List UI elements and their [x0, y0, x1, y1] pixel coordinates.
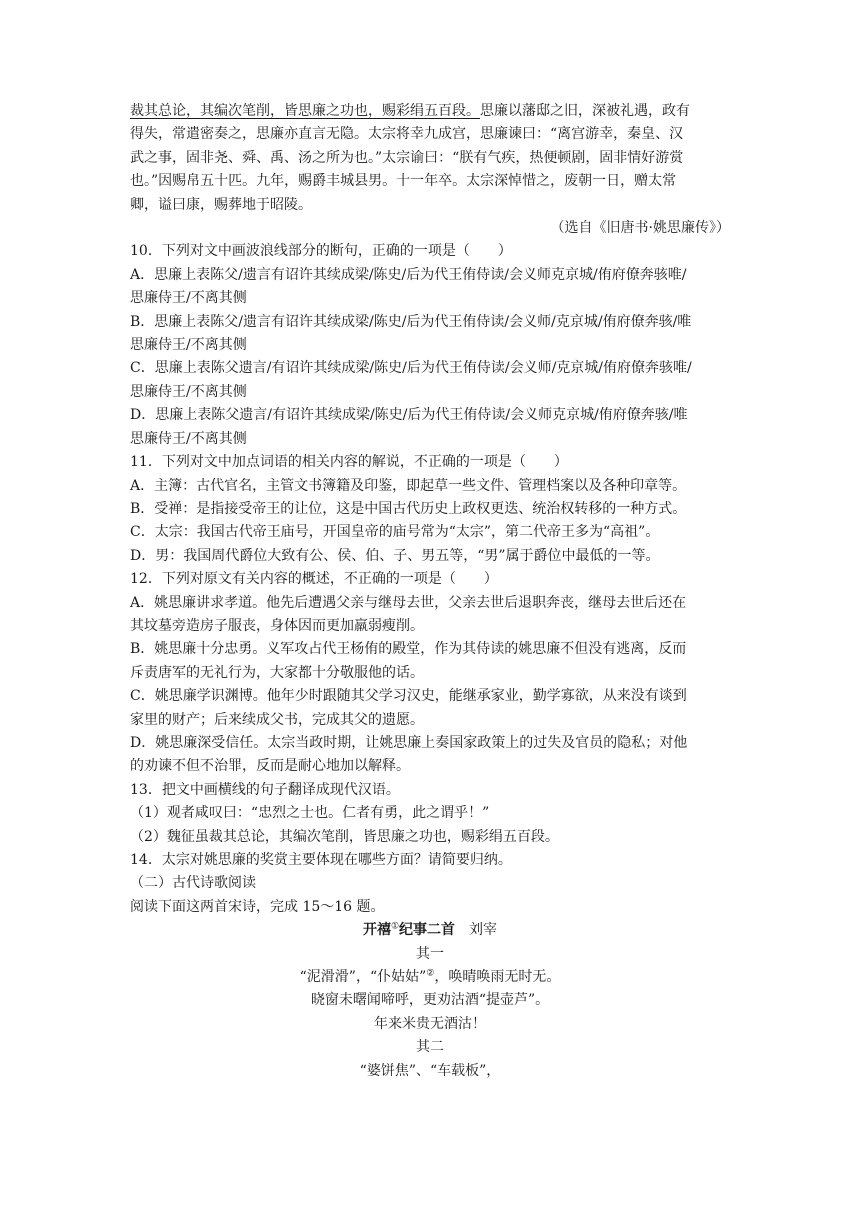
q11-option-c: C．太宗：我国古代帝王庙号，开国皇帝的庙号常为“太宗”，第二代帝王多为“高祖”。 [130, 524, 660, 541]
poem-1-line-2: 晓窗未曙闻啼呼，更劝沽酒“提壶芦”。 [310, 992, 550, 1009]
poem-author: 刘宰 [469, 922, 498, 939]
q10-option-b-cont: 思廉侍王/不离其侧 [130, 337, 247, 354]
q12-option-d: D．姚思廉深受信任。太宗当政时期，让姚思廉上奏国家政策上的过失及官员的隐私；对他 [130, 734, 688, 751]
q10-option-c-cont: 思廉侍王/不离其侧 [130, 383, 247, 400]
q12-option-d-cont: 的劝谏不但不治罪，反而是耐心地加以解释。 [130, 758, 410, 775]
document-page [130, 100, 730, 1083]
underlined-sentence: 裁其总论，其编次笔削，皆思廉之功也，赐彩绢五百段。 [130, 103, 480, 119]
q12-option-a-cont: 其坟墓旁造房子服丧，身体因而更加羸弱瘦削。 [130, 617, 424, 634]
section-heading: （二）古代诗歌阅读 [130, 875, 256, 892]
passage-line-5: 卿，谥曰康，赐葬地于昭陵。 [130, 196, 312, 213]
q12-option-b-cont: 斥责唐军的无礼行为，大家都十分敬服他的话。 [130, 664, 424, 681]
q11-option-a: A．主簿：古代官名，主管文书簿籍及印鉴，即起草一些文件、管理档案以及各种印章等。 [130, 477, 687, 494]
passage-source: （选自《旧唐书·姚思廉传》） [550, 220, 730, 237]
q10-option-a-cont: 思廉侍王/不离其侧 [130, 290, 247, 307]
passage-line-4: 也。”因赐帛五十匹。九年，赐爵丰城县男。十一年卒。太宗深悼惜之，废朝一日，赠太常 [130, 173, 677, 190]
passage-line-3: 武之事，固非尧、舜、禹、汤之所为也。”太宗谕曰：“朕有气疾，热便顿剧，固非情好游赏 [130, 149, 684, 166]
q12-option-b: B．姚思廉十分忠勇。义军攻占代王杨侑的殿堂，作为其侍读的姚思廉不但没有逃离，反而 [130, 641, 687, 658]
q10-option-b: B．思廉上表陈父/遗言有诏许其续成梁/陈史/后为代王侑侍读/会义师/克京城/侑府僚奔骇/唯 [130, 313, 692, 330]
passage-line-2: 得失，常遣密奏之，思廉亦直言无隐。太宗将幸九成宫，思廉谏曰：“离宫游幸，秦皇、汉 [130, 126, 684, 143]
q12-stem: 12．下列对原文有关内容的概述，不正确的一项是（ ） [130, 571, 498, 588]
footnote-marker: ① [390, 921, 400, 932]
q13-sentence-2: （2）魏征虽裁其总论，其编次笔削，皆思廉之功也，赐彩绢五百段。 [130, 828, 559, 845]
q11-stem: 11．下列对文中加点词语的相关内容的解说，不正确的一项是（ ） [130, 454, 568, 471]
q13-stem: 13．把文中画横线的句子翻译成现代汉语。 [130, 781, 400, 798]
footnote-marker: ② [426, 968, 435, 979]
poem-1-line-3: 年来米贵无酒沽！ [374, 1015, 486, 1032]
q10-option-c: C．思廉上表陈父遗言/有诏许其续成梁/陈史/后为代王侑侍读/会义师/克京城/侑府僚奔骇唯/ [130, 360, 692, 377]
q11-option-b: B．受禅：是指接受帝王的让位，这是中国古代历史上政权更迭、统治权转移的一种方式。 [130, 500, 687, 517]
passage-line-1: 裁其总论，其编次笔削，皆思廉之功也，赐彩绢五百段。思廉以藩邸之旧，深被礼遇，政有 [130, 103, 690, 119]
poem-title: 开禧①纪事二首 刘宰 [362, 921, 498, 939]
q10-option-d: D．思廉上表陈父遗言/有诏许其续成梁/陈史/后为代王侑侍读/会义师克京城/侑府僚奔骇/唯 [130, 407, 688, 424]
q11-option-d: D．男：我国周代爵位大致有公、侯、伯、子、男五等，“男”属于爵位中最低的一等。 [130, 547, 660, 564]
q10-option-a: A．思廉上表陈父/遗言有诏许其续成梁/陈史/后为代王侑侍读/会义师克京城/侑府僚奔骇唯/ [130, 266, 687, 283]
q14-stem: 14．太宗对姚思廉的奖赏主要体现在哪些方面？请简要归纳。 [130, 852, 512, 868]
q10-option-d-cont: 思廉侍王/不离其侧 [130, 430, 247, 447]
q10-stem: 10．下列对文中画波浪线部分的断句，正确的一项是（ ） [130, 243, 512, 260]
q13-sentence-1: （1）观者咸叹曰：“忠烈之士也。仁者有勇，此之谓乎！” [130, 805, 490, 822]
section-intro: 阅读下面这两首宋诗，完成 15～16 题。 [130, 898, 385, 915]
q12-option-c: C．姚思廉学识渊博。他年少时跟随其父学习汉史，能继承家业，勤学寡欲，从来没有谈到 [130, 688, 687, 705]
poem-subtitle-1: 其一 [416, 945, 444, 962]
poem-subtitle-2: 其二 [416, 1039, 444, 1056]
poem-1-line-1: “泥滑滑”，“仆姑姑”②，唤晴唤雨无时无。 [299, 968, 561, 986]
q12-option-c-cont: 家里的财产；后来续成父书，完成其父的遗愿。 [130, 711, 424, 728]
poem-2-line-1: “婆饼焦”、“车载板”， [359, 1062, 501, 1079]
q12-option-a: A．姚思廉讲求孝道。他先后遭遇父亲与继母去世，父亲去世后退职奔丧，继母去世后还在 [130, 594, 687, 611]
